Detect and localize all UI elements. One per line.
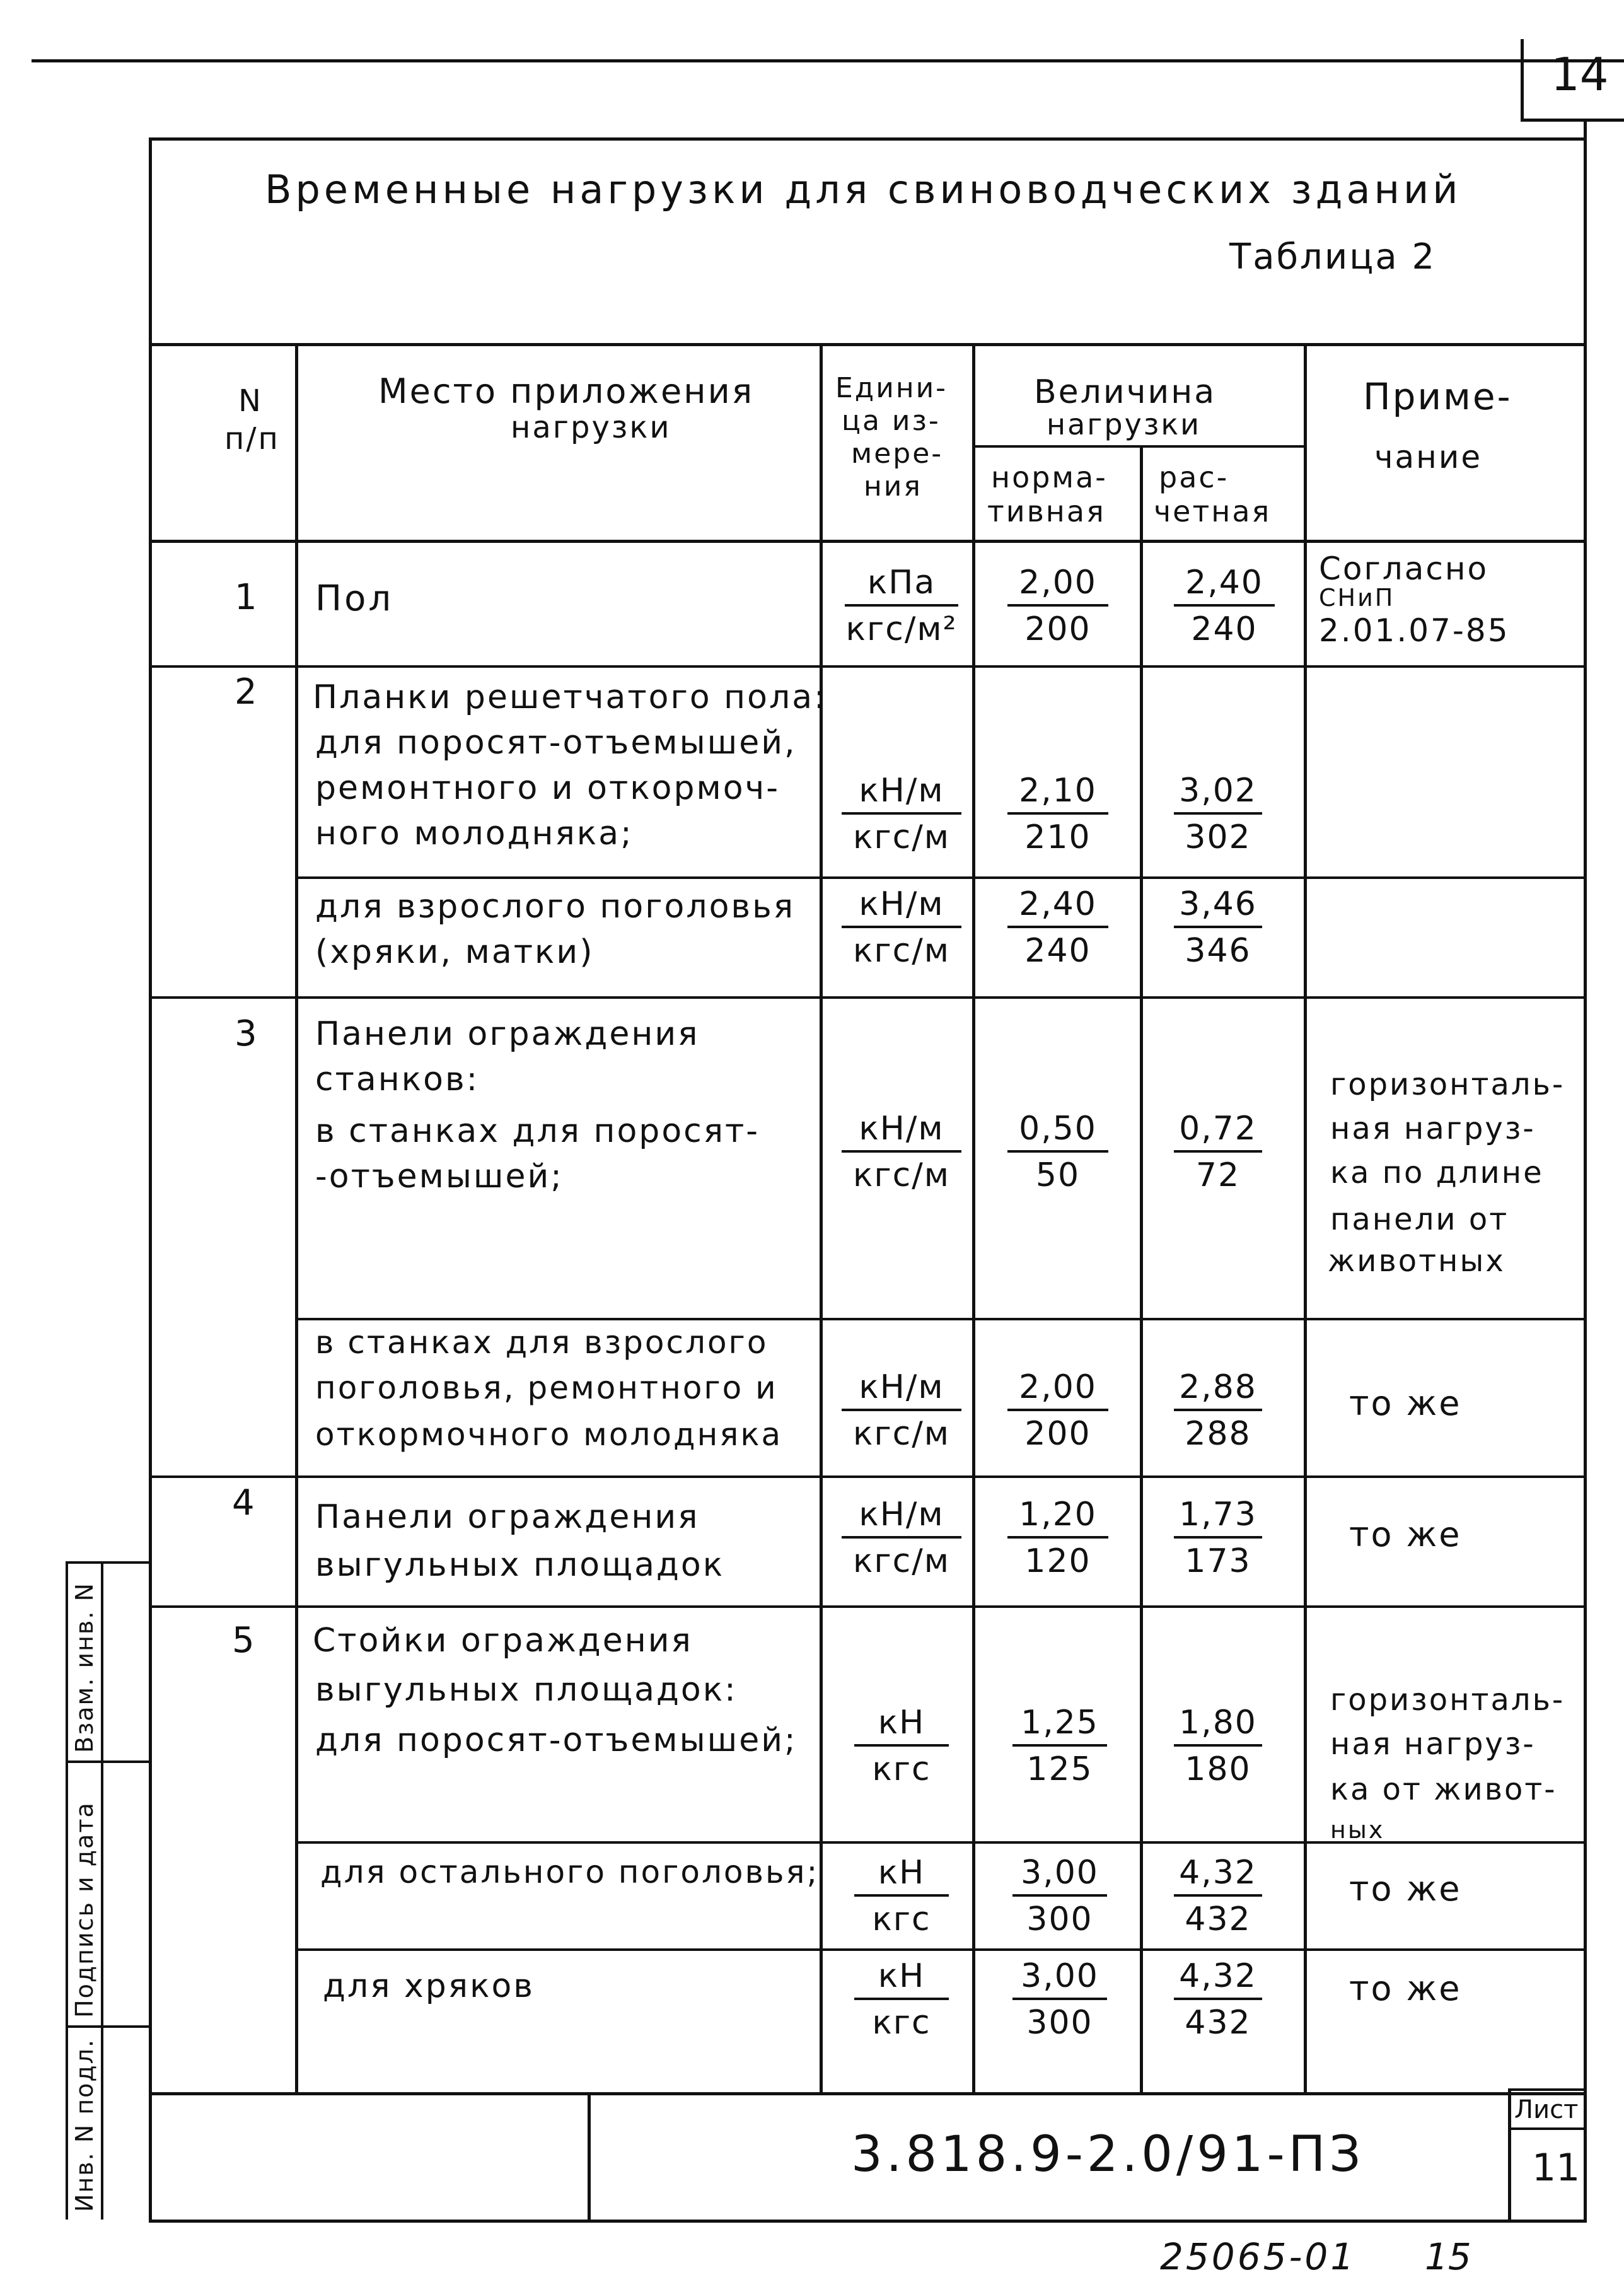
value-subheader-line — [972, 445, 1306, 448]
row1-norm-si: 2,00 — [1007, 564, 1108, 607]
row5c-unit-old: кгс — [872, 2004, 931, 2042]
row5-calc-si: 1,80 — [1174, 1704, 1262, 1747]
row3-place-line2: станков: — [315, 1061, 480, 1098]
row4-bottom-line — [149, 1605, 1587, 1608]
page-number-box-border — [1521, 39, 1524, 121]
row5-note-line3: ка от живот- — [1330, 1772, 1557, 1807]
row5b-unit-old: кгс — [872, 1900, 931, 1938]
row5c-unit — [854, 1957, 949, 2042]
header-place-line1: Место приложения — [378, 371, 755, 411]
archive-page: 15 — [1425, 2235, 1471, 2278]
row5-place-line2: выгульных площадок: — [315, 1671, 738, 1709]
row4-place-line2: выгульных площадок — [315, 1546, 725, 1584]
row1-place: Пол — [315, 578, 394, 619]
row5-norm-si: 1,25 — [1012, 1704, 1107, 1747]
row2b-norm-old: 240 — [1024, 932, 1091, 970]
row2-place-line1: Планки решетчатого пола: — [313, 678, 827, 716]
row3-note-line5: животных — [1328, 1243, 1505, 1279]
page-number-box-bottom — [1521, 119, 1624, 122]
side-strip-mid — [101, 1561, 103, 2220]
row5c-calc-si: 4,32 — [1174, 1957, 1262, 2000]
row5-unit-old: кгс — [872, 1750, 931, 1788]
header-note-line1: Приме- — [1363, 375, 1512, 418]
row2b-calc — [1174, 885, 1262, 970]
row3b-place-line3: откормочного молодняка — [315, 1416, 783, 1453]
top-rule — [32, 59, 1624, 62]
side-label-inv: Инв. N подл. — [71, 2038, 98, 2212]
row5b-unit-si: кН — [854, 1854, 949, 1897]
side-strip-div2 — [66, 2025, 149, 2028]
row3-unit-si: кН/м — [842, 1110, 961, 1153]
row2b-calc-old: 346 — [1185, 932, 1251, 970]
row3-note-line4: панели от — [1330, 1202, 1509, 1237]
stamp-divider — [588, 2092, 591, 2222]
row2-unit-old: кгс/м — [852, 818, 951, 856]
row5a-bottom-line — [298, 1841, 1587, 1844]
row5b-calc — [1174, 1854, 1262, 1938]
row1-norm — [1007, 564, 1108, 648]
row3-norm-si: 0,50 — [1007, 1110, 1108, 1153]
row5b-calc-si: 4,32 — [1174, 1854, 1262, 1897]
row2-place-line3: ремонтного и откормоч- — [315, 769, 780, 807]
row2-norm-si: 2,10 — [1007, 772, 1108, 815]
row2-calc-si: 3,02 — [1174, 772, 1262, 815]
col-num-right — [295, 343, 298, 2093]
row5c-norm-old: 300 — [1026, 2004, 1093, 2042]
table-bottom-line — [149, 2092, 1587, 2095]
row5b-norm-si: 3,00 — [1012, 1854, 1107, 1897]
row3b-calc-si: 2,88 — [1174, 1368, 1262, 1411]
col-norm-right — [1140, 445, 1143, 2093]
frame-top — [149, 137, 1587, 141]
frame-right — [1584, 120, 1587, 2222]
row1-calc-si: 2,40 — [1174, 564, 1275, 607]
row3-unit — [842, 1110, 961, 1194]
row5c-unit-si: кН — [854, 1957, 949, 2000]
row4-unit-si: кН/м — [842, 1496, 961, 1539]
row5c-calc-old: 432 — [1185, 2004, 1251, 2042]
row5b-bottom-line — [298, 1948, 1587, 1951]
row4-unit — [842, 1496, 961, 1580]
row5-norm-old: 125 — [1026, 1750, 1093, 1788]
row3-unit-old: кгс/м — [852, 1156, 951, 1194]
row1-unit-si: кПа — [845, 564, 958, 607]
side-label-signature: Подпись и дата — [71, 1801, 98, 2018]
row3b-norm-si: 2,00 — [1007, 1368, 1108, 1411]
row5b-norm-old: 300 — [1026, 1900, 1093, 1938]
table-label: Таблица 2 — [1229, 236, 1437, 277]
archive-number: 25065-01 — [1160, 2235, 1357, 2278]
row1-num: 1 — [235, 577, 258, 618]
sheet-box-top — [1508, 2088, 1587, 2091]
row3-note-line3: ка по длине — [1330, 1155, 1544, 1190]
row3b-unit-old: кгс/м — [852, 1415, 951, 1453]
row3-bottom-line — [149, 1475, 1587, 1478]
header-bottom-line — [149, 540, 1587, 543]
row5-unit-si: кН — [854, 1704, 949, 1747]
row5-note-line4: ных — [1330, 1816, 1385, 1844]
row2-calc-old: 302 — [1185, 818, 1251, 856]
row2b-unit — [842, 885, 961, 970]
header-num-line2: п/п — [224, 421, 280, 457]
row5c-norm-si: 3,00 — [1012, 1957, 1107, 2000]
row3-note-line1: горизонталь- — [1330, 1067, 1565, 1102]
header-calculated-line2: четная — [1154, 494, 1272, 528]
row3a-bottom-line — [298, 1318, 1587, 1320]
row4-note: то же — [1349, 1515, 1462, 1554]
sheet-box-divider — [1508, 2127, 1587, 2130]
row2b-norm — [1007, 885, 1108, 970]
frame-bottom — [149, 2220, 1587, 2223]
row2b-calc-si: 3,46 — [1174, 885, 1262, 928]
header-unit-line2: ца из- — [842, 405, 941, 437]
row4-norm-old: 120 — [1024, 1542, 1091, 1580]
row4-num: 4 — [232, 1482, 256, 1523]
sheet-number: 11 — [1532, 2146, 1580, 2190]
col-calc-right — [1304, 343, 1307, 2093]
col-place-right — [820, 343, 823, 2093]
row2b-unit-si: кН/м — [842, 885, 961, 928]
row2-calc — [1174, 772, 1262, 856]
row2b-place-line1: для взрослого поголовья — [315, 888, 795, 926]
row3b-unit-si: кН/м — [842, 1368, 961, 1411]
row4-calc-old: 173 — [1185, 1542, 1251, 1580]
row3-place-line1: Панели ограждения — [315, 1015, 700, 1053]
row5-place-line3: для поросят-отъемышей; — [315, 1721, 798, 1759]
row3-place-line4: -отъемышей; — [315, 1158, 564, 1196]
row5-note-line2: ная нагруз- — [1330, 1726, 1536, 1762]
row5-calc — [1174, 1704, 1262, 1788]
row4-place-line1: Панели ограждения — [315, 1498, 700, 1536]
row5b-calc-old: 432 — [1185, 1900, 1251, 1938]
header-note-line2: чание — [1374, 439, 1483, 475]
row3-num: 3 — [235, 1013, 258, 1054]
row1-unit — [845, 564, 958, 648]
row2b-unit-old: кгс/м — [852, 932, 951, 970]
row2-num: 2 — [235, 672, 258, 713]
sheet-label: Лист — [1514, 2095, 1579, 2124]
row5-unit — [854, 1704, 949, 1788]
page-number: 14 — [1551, 48, 1609, 101]
header-calculated-line1: рас- — [1159, 460, 1229, 494]
page-title: Временные нагрузки для свиноводческих зданий — [265, 166, 1462, 212]
table-top-line — [149, 343, 1587, 346]
row5-calc-old: 180 — [1185, 1750, 1251, 1788]
row3-norm — [1007, 1110, 1108, 1194]
row1-note-line3: 2.01.07-85 — [1319, 612, 1510, 649]
row1-note-line1: Согласно — [1319, 550, 1489, 587]
row3-calc — [1174, 1110, 1262, 1194]
row2-norm-old: 210 — [1024, 818, 1091, 856]
row3b-norm-old: 200 — [1024, 1415, 1091, 1453]
row3b-calc-old: 288 — [1185, 1415, 1251, 1453]
row5b-unit — [854, 1854, 949, 1938]
row2-place-line2: для поросят-отъемышей, — [315, 724, 797, 762]
header-normative-line2: тивная — [987, 494, 1106, 528]
frame-left — [149, 137, 152, 2222]
row2a-bottom-line — [298, 876, 1587, 879]
row1-norm-old: 200 — [1024, 610, 1091, 648]
row4-unit-old: кгс/м — [852, 1542, 951, 1580]
row3b-norm — [1007, 1368, 1108, 1453]
row3-calc-si: 0,72 — [1174, 1110, 1262, 1153]
header-value-line2: нагрузки — [1047, 407, 1201, 441]
row2-bottom-line — [149, 996, 1587, 999]
row4-norm — [1007, 1496, 1108, 1580]
row5c-place: для хряков — [323, 1967, 535, 2005]
row3-norm-old: 50 — [1035, 1156, 1081, 1194]
row4-norm-si: 1,20 — [1007, 1496, 1108, 1539]
row1-calc — [1174, 564, 1275, 648]
col-unit-right — [972, 343, 975, 2093]
row3b-calc — [1174, 1368, 1262, 1453]
row2b-place-line2: (хряки, матки) — [315, 933, 594, 971]
row3b-note: то же — [1349, 1383, 1462, 1423]
header-unit-line4: ния — [864, 470, 922, 503]
header-num-line1: N — [238, 383, 263, 419]
row1-unit-old: кгс/м² — [845, 610, 958, 648]
row4-calc-si: 1,73 — [1174, 1496, 1262, 1539]
row5c-norm — [1012, 1957, 1107, 2042]
side-strip-left — [66, 1561, 68, 2220]
row2-place-line4: ного молодняка; — [315, 815, 634, 853]
row3-calc-old: 72 — [1195, 1156, 1241, 1194]
row5b-place: для остального поголовья; — [320, 1854, 820, 1890]
row2b-norm-si: 2,40 — [1007, 885, 1108, 928]
row2-unit-si: кН/м — [842, 772, 961, 815]
row5-num: 5 — [232, 1620, 256, 1661]
row1-calc-old: 240 — [1191, 610, 1258, 648]
row3b-place-line1: в станках для взрослого — [315, 1324, 768, 1361]
side-label-replaced: Взам. инв. N — [71, 1582, 98, 1753]
row5b-norm — [1012, 1854, 1107, 1938]
side-strip-div1 — [66, 1760, 149, 1763]
doc-code: 3.818.9-2.0/91-ПЗ — [851, 2126, 1365, 2183]
sheet-box-left — [1508, 2088, 1511, 2222]
row1-note-line2: СНиП — [1319, 584, 1395, 612]
row5-place-line1: Стойки ограждения — [313, 1622, 693, 1660]
row5-note-line1: горизонталь- — [1330, 1682, 1565, 1718]
row1-bottom-line — [149, 665, 1587, 668]
row3b-unit — [842, 1368, 961, 1453]
row3b-place-line2: поголовья, ремонтного и — [315, 1370, 778, 1406]
row3-note-line2: ная нагруз- — [1330, 1111, 1536, 1146]
header-unit-line1: Едини- — [835, 372, 948, 404]
side-strip-top — [66, 1561, 149, 1564]
row5c-note: то же — [1349, 1969, 1462, 2008]
row3-place-line3: в станках для поросят- — [315, 1112, 760, 1150]
header-value-line1: Величина — [1034, 373, 1217, 411]
row4-calc — [1174, 1496, 1262, 1580]
row2-norm — [1007, 772, 1108, 856]
row5-norm — [1012, 1704, 1107, 1788]
header-normative-line1: норма- — [991, 460, 1108, 494]
header-place-line2: нагрузки — [511, 410, 671, 445]
row5c-calc — [1174, 1957, 1262, 2042]
header-unit-line3: мере- — [851, 438, 944, 470]
row2-unit — [842, 772, 961, 856]
row5b-note: то же — [1349, 1869, 1462, 1909]
